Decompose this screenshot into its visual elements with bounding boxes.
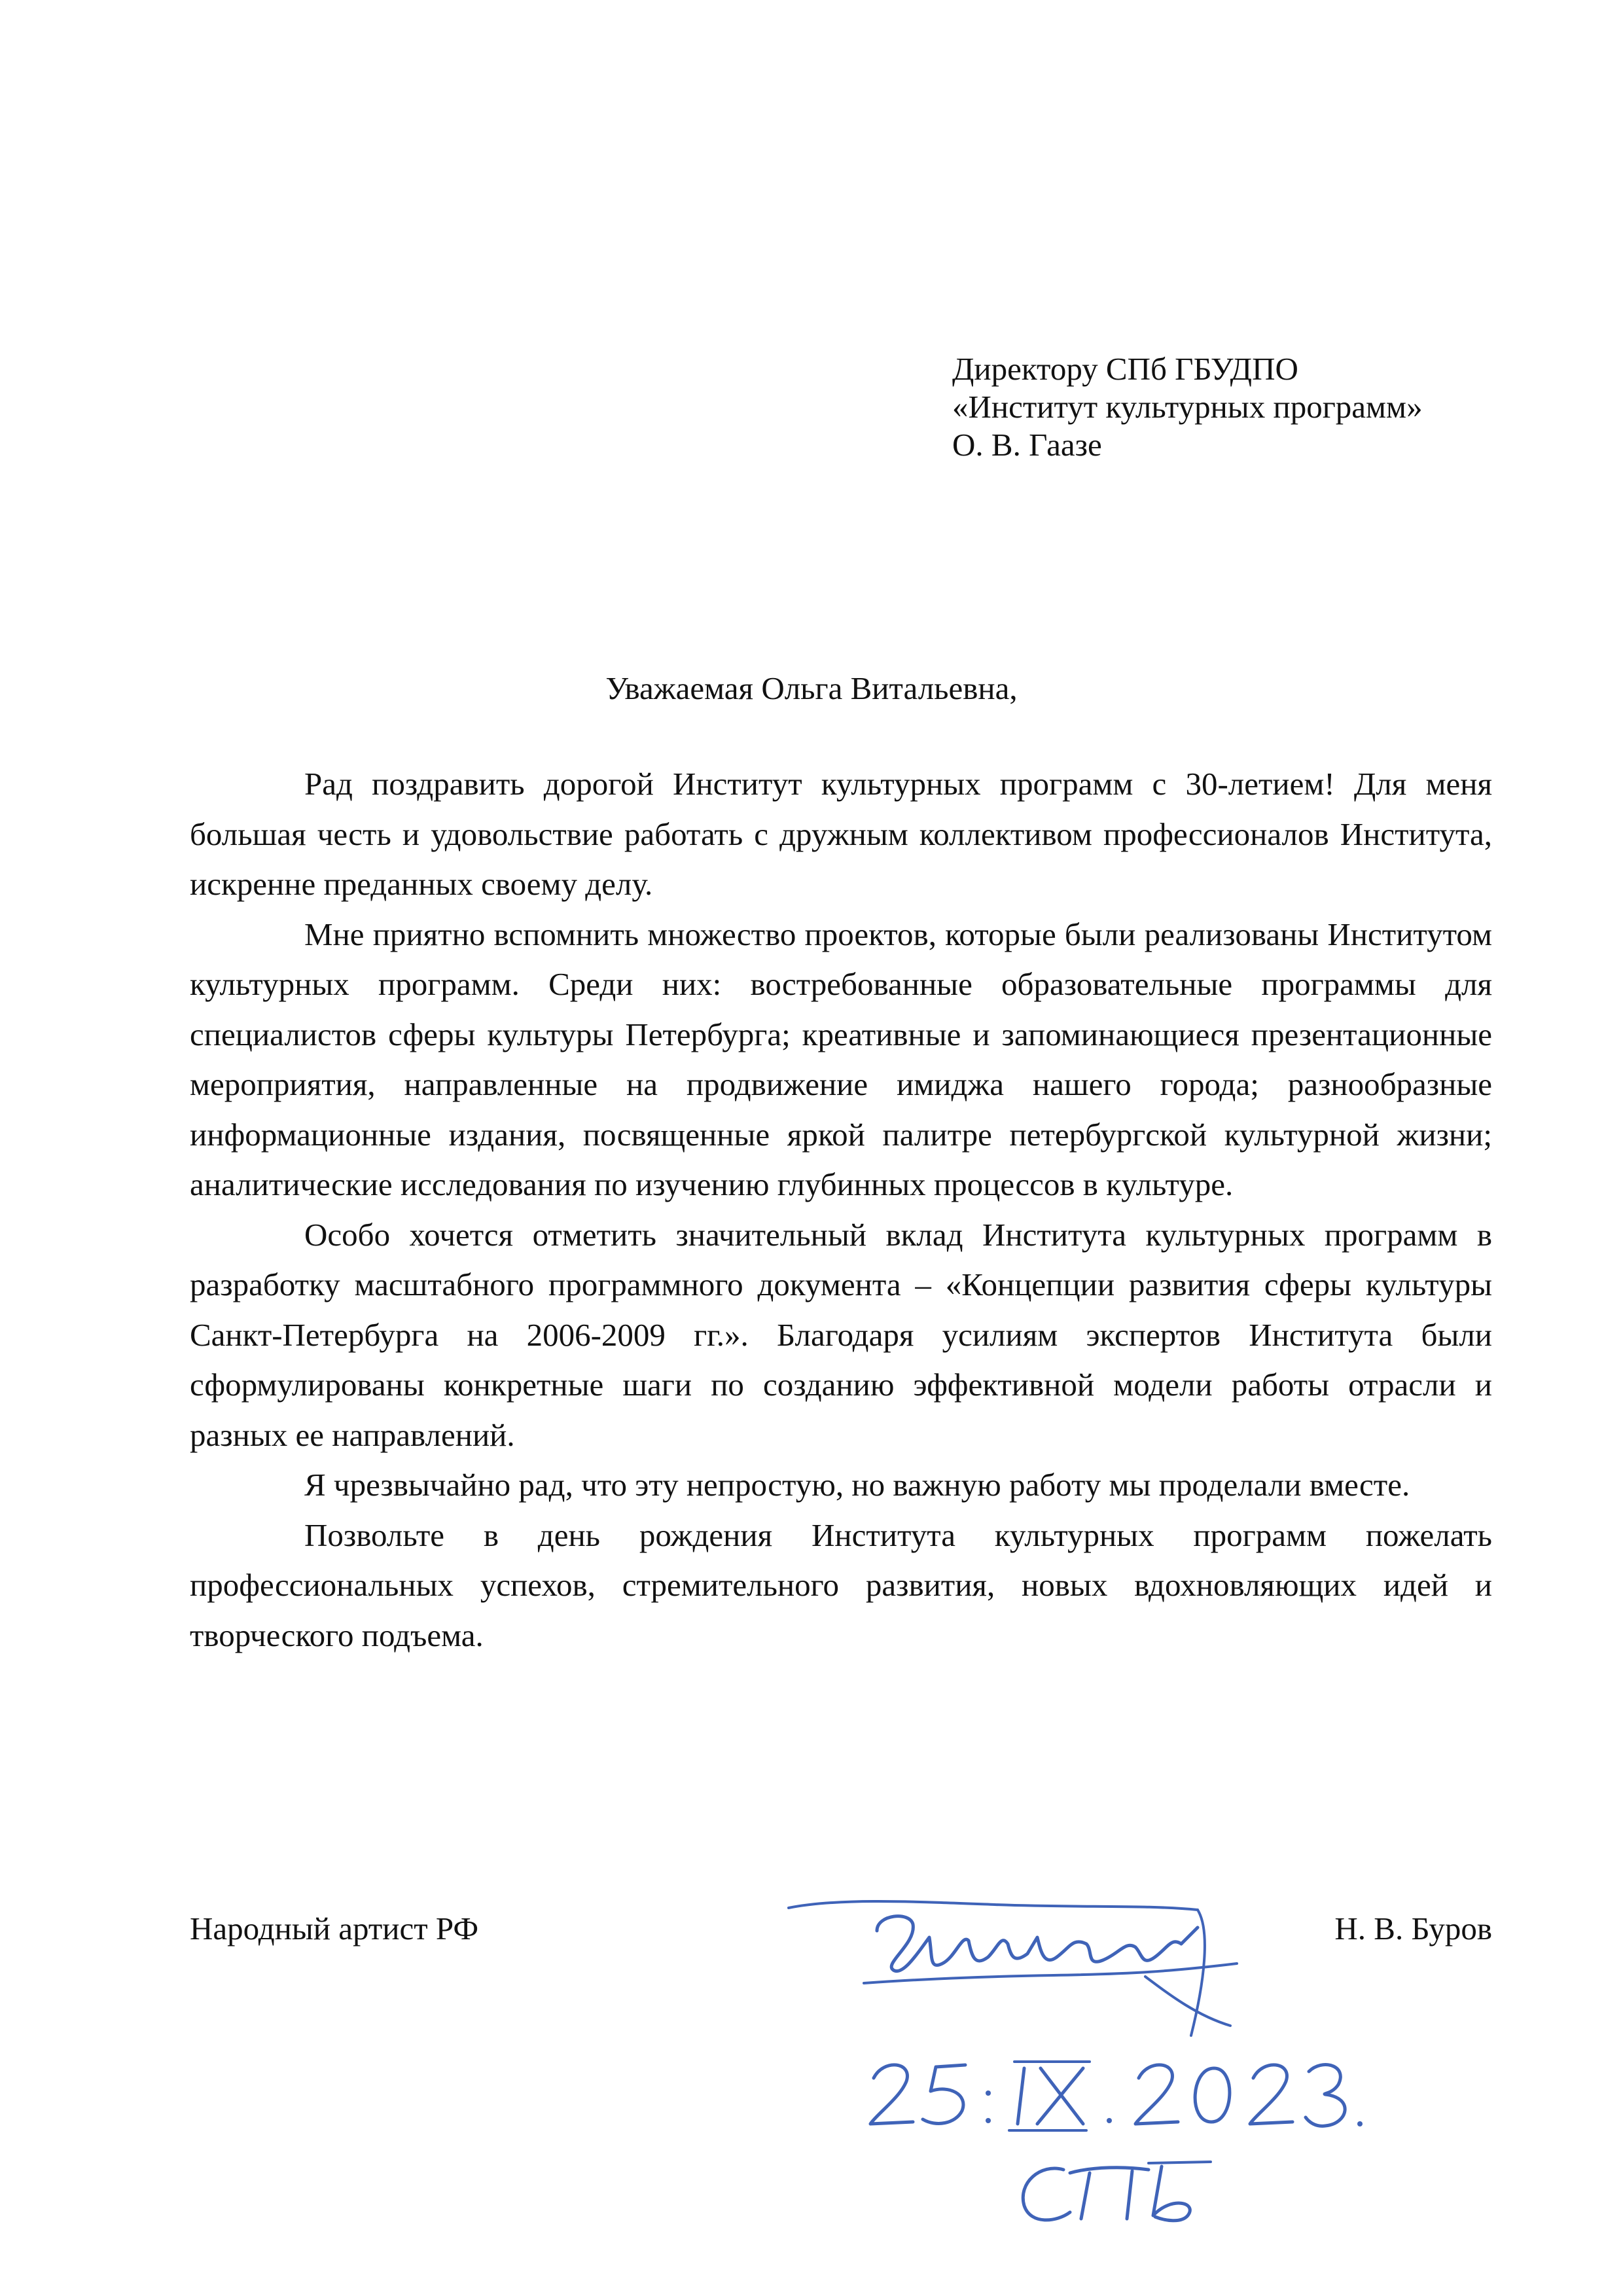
paragraph-concept: Особо хочется отметить значительный вклад Института культурных программ в разработку масштабного программного документа – «Концепции развития сферы культуры Санкт-Петербурга на 2006-2009 гг.». Благодаря усилиям экспертов Института были сформулированы конкретные шаги по созданию эффективной модели работы отрасли и разных ее направлений.: [190, 1216, 1492, 1453]
paragraph-wishes: Позвольте в день рождения Института культурных программ пожелать профессиональных успехов, стремительного развития, новых вдохновляющих идей и творческого подъема.: [190, 1516, 1492, 1653]
signatory-title: Народный артист РФ: [190, 1910, 479, 1946]
paragraph-congratulation: Рад поздравить дорогой Институт культурных программ с 30-летием! Для меня большая честь и удовольствие работать с дружным коллективом профессионалов Института, искренне преданных своему делу.: [190, 766, 1492, 902]
addressee-position: Директору СПб ГБУДПО: [952, 351, 1298, 387]
addressee-organization: «Институт культурных программ»: [952, 389, 1423, 425]
handwritten-signature: [779, 1885, 1276, 2055]
addressee-name: О. В. Гаазе: [952, 427, 1102, 463]
handwritten-place: [1008, 2144, 1217, 2235]
handwritten-date: [857, 2042, 1368, 2147]
addressee-block: [952, 350, 1423, 464]
salutation: Уважаемая Ольга Витальевна,: [605, 670, 1018, 706]
paragraph-projects: Мне приятно вспомнить множество проектов, которые были реализованы Институтом культурных программ. Среди них: востребованные образовательные программы для специалистов сферы культуры Петербурга; креативные и запоминающиеся презентационные мероприятия, направленные на продвижение имиджа нашего города; разнообразные информационные издания, посвященные яркой палитре петербургской культурной жизни; аналитические исследования по изучению глубинных процессов в культуре.: [190, 916, 1492, 1202]
signatory-name: Н. В. Буров: [1334, 1910, 1492, 1946]
letter-body: [190, 759, 1492, 1660]
paragraph-joint-work: Я чрезвычайно рад, что эту непростую, но важную работу мы проделали вместе.: [304, 1467, 1410, 1503]
